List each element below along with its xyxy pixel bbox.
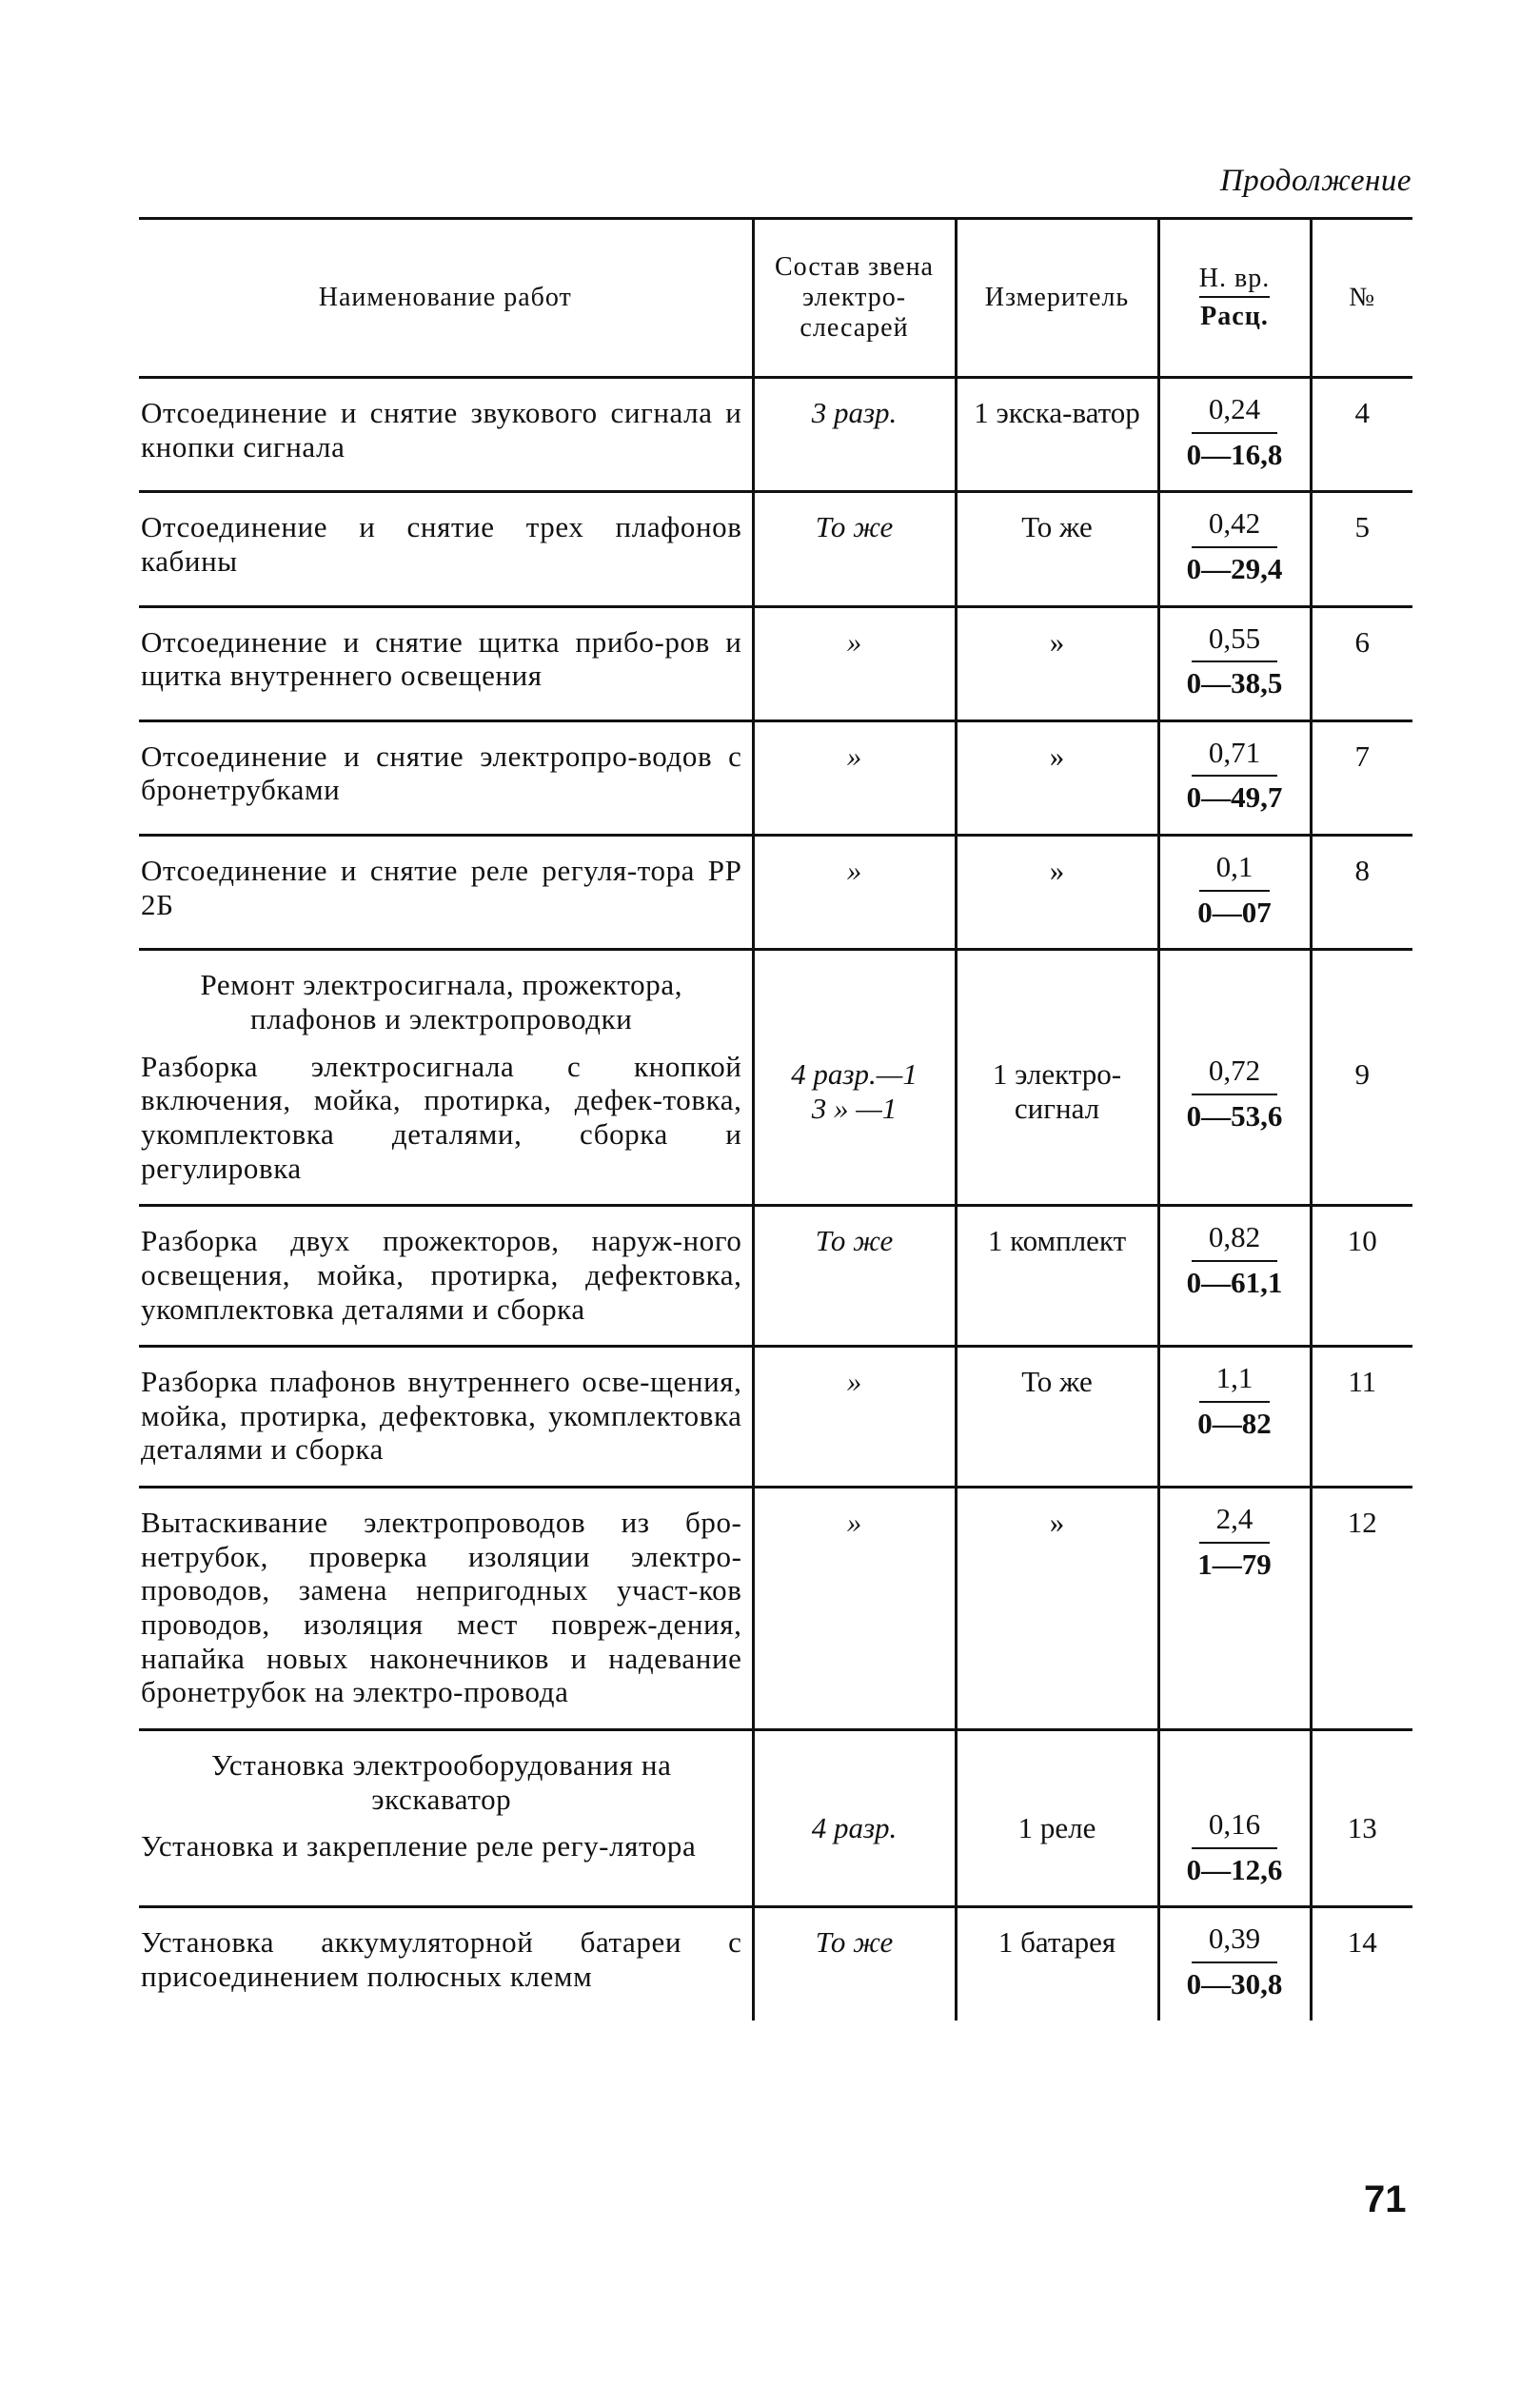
rate-price: 0—49,7 — [1186, 780, 1283, 815]
time-norm: 2,4 — [1199, 1502, 1271, 1544]
rate-price: 0—12,6 — [1186, 1852, 1283, 1886]
meter-cell: То же — [956, 1347, 1158, 1488]
rate-cell — [1158, 606, 1311, 720]
rate-cell — [1158, 378, 1311, 492]
crew-cell — [753, 1729, 956, 1906]
work-name: Отсоединение и снятие звукового сигнала и кнопки сигнала — [141, 396, 742, 463]
header-price: Расц. — [1200, 302, 1269, 331]
time-norm: 1,1 — [1199, 1361, 1271, 1403]
row-number: 8 — [1311, 836, 1412, 950]
work-name-cell — [139, 606, 753, 720]
header-name: Наименование работ — [139, 219, 753, 378]
time-norm: 0,72 — [1192, 1054, 1277, 1095]
time-norm: 0,82 — [1192, 1220, 1277, 1262]
work-name-cell — [139, 492, 753, 606]
rate-cell — [1158, 1488, 1311, 1730]
row-number: 5 — [1311, 492, 1412, 606]
crew-composition: 3 разр. — [811, 396, 898, 429]
table-row — [139, 1729, 1412, 1906]
crew-cell — [753, 720, 956, 835]
crew-cell — [753, 492, 956, 606]
row-number: 11 — [1311, 1347, 1412, 1488]
work-name-cell — [139, 950, 753, 1206]
rate-price: 0—53,6 — [1186, 1099, 1283, 1134]
meter-cell: » — [956, 836, 1158, 950]
meter-cell: 1 комплект — [956, 1206, 1158, 1347]
crew-composition: » — [846, 624, 862, 659]
rate-price: 0—38,5 — [1186, 666, 1283, 700]
rate-price: 0—30,8 — [1186, 1966, 1283, 2001]
time-norm: 0,1 — [1199, 850, 1271, 892]
table-row — [139, 1347, 1412, 1488]
work-name: Разборка плафонов внутреннего осве-щения, мойка, протирка, дефектовка, укомплектовка деталями и сборка — [141, 1365, 742, 1467]
table-header-row — [139, 219, 1412, 378]
meter-cell: » — [956, 720, 1158, 835]
meter-cell: То же — [956, 492, 1158, 606]
header-crew: Состав звена электро-слесарей — [753, 219, 956, 378]
rate-cell — [1158, 720, 1311, 835]
rate-price: 0—16,8 — [1186, 437, 1283, 471]
crew-cell — [753, 378, 956, 492]
crew-composition: » — [846, 854, 862, 888]
page-number: 71 — [1364, 2178, 1407, 2220]
row-number: 9 — [1311, 950, 1412, 1206]
crew-cell — [753, 836, 956, 950]
time-norm: 0,39 — [1192, 1922, 1277, 1963]
time-norm: 0,55 — [1192, 621, 1277, 663]
row-number: 10 — [1311, 1206, 1412, 1347]
crew-cell — [753, 950, 956, 1206]
work-name-cell — [139, 1488, 753, 1730]
work-name: Разборка электросигнала с кнопкой включения, мойка, протирка, дефек-товка, укомплектовка деталями, сборка и регулировка — [141, 1049, 742, 1185]
work-name: Разборка двух прожекторов, наруж-ного освещения, мойка, протирка, дефектовка, укомплектовка деталями и сборка — [141, 1224, 742, 1326]
crew-composition: То же — [815, 1224, 894, 1258]
rate-cell — [1158, 492, 1311, 606]
work-name-cell — [139, 1206, 753, 1347]
crew-composition: То же — [815, 510, 894, 544]
work-name-cell — [139, 1347, 753, 1488]
crew-composition: » — [846, 1506, 862, 1540]
header-num: № — [1311, 219, 1412, 378]
table-row — [139, 378, 1412, 492]
table-row — [139, 836, 1412, 950]
table-row — [139, 1907, 1412, 2021]
crew-cell — [753, 1347, 956, 1488]
table-row — [139, 1206, 1412, 1347]
table-row — [139, 1488, 1412, 1730]
section-heading: Ремонт электросигнала, прожектора, плафонов и электропроводки — [200, 968, 683, 1036]
rate-price: 1—79 — [1197, 1547, 1272, 1581]
work-name-cell — [139, 720, 753, 835]
crew-cell — [753, 1907, 956, 2021]
work-name-cell — [139, 1729, 753, 1906]
meter-cell: 1 батарея — [956, 1907, 1158, 2021]
rate-price: 0—82 — [1197, 1406, 1272, 1440]
table-row — [139, 720, 1412, 835]
work-norms-table — [139, 217, 1412, 2021]
work-name: Установка аккумуляторной батареи с присоединением полюсных клемм — [141, 1925, 742, 1993]
crew-cell — [753, 1488, 956, 1730]
row-number: 13 — [1311, 1729, 1412, 1906]
time-norm: 0,42 — [1192, 506, 1277, 548]
crew-composition: 4 разр.—1 — [791, 1057, 918, 1092]
meter-cell: » — [956, 1488, 1158, 1730]
crew-composition: 4 разр. — [811, 1810, 898, 1844]
work-name: Вытаскивание электропроводов из бро-нетрубок, проверка изоляции электро-проводов, замена непригодных участ-ков проводов, изоляция мест повреж-дения, напайка новых наконечников и надевание бронетрубок на электро-провода — [141, 1506, 742, 1709]
rate-price: 0—07 — [1197, 895, 1272, 929]
time-norm: 0,24 — [1192, 392, 1277, 434]
work-name: Отсоединение и снятие электропро-водов с бронетрубками — [141, 739, 742, 807]
meter-cell: 1 реле — [956, 1729, 1158, 1906]
time-norm: 0,16 — [1192, 1807, 1277, 1849]
rate-cell — [1158, 836, 1311, 950]
header-meter: Измеритель — [956, 219, 1158, 378]
work-name-cell — [139, 378, 753, 492]
meter-cell: 1 экска-ватор — [956, 378, 1158, 492]
work-name: Установка и закрепление реле регу-лятора — [141, 1829, 697, 1863]
rate-cell — [1158, 1206, 1311, 1347]
work-name: Отсоединение и снятие трех плафонов кабины — [141, 510, 742, 578]
rate-cell — [1158, 950, 1311, 1206]
table-row — [139, 492, 1412, 606]
continuation-label: Продолжение — [1219, 164, 1412, 198]
work-name-cell — [139, 836, 753, 950]
crew-cell — [753, 1206, 956, 1347]
row-number: 4 — [1311, 378, 1412, 492]
row-number: 14 — [1311, 1907, 1412, 2021]
rate-price: 0—29,4 — [1186, 551, 1283, 585]
table-row — [139, 606, 1412, 720]
rate-cell — [1158, 1729, 1311, 1906]
header-rate — [1158, 219, 1311, 378]
row-number: 12 — [1311, 1488, 1412, 1730]
meter-cell: » — [956, 606, 1158, 720]
crew-composition-2: 3 » —1 — [811, 1092, 898, 1126]
crew-cell — [753, 606, 956, 720]
rate-cell — [1158, 1907, 1311, 2021]
time-norm: 0,71 — [1192, 736, 1277, 778]
work-name: Отсоединение и снятие щитка прибо-ров и щитка внутреннего освещения — [141, 624, 742, 693]
work-name: Отсоединение и снятие реле регуля-тора РР 2Б — [141, 854, 742, 921]
crew-composition: » — [846, 1365, 862, 1399]
crew-composition: То же — [815, 1925, 894, 1960]
rate-cell — [1158, 1347, 1311, 1488]
rate-price: 0—61,1 — [1186, 1265, 1283, 1299]
table-row — [139, 950, 1412, 1206]
meter-cell: 1 электро-сигнал — [956, 950, 1158, 1206]
row-number: 6 — [1311, 606, 1412, 720]
crew-composition: » — [846, 739, 862, 773]
work-name-cell — [139, 1907, 753, 2021]
header-norm: Н. вр. — [1199, 264, 1270, 298]
section-heading: Установка электрооборудования на экскаватор — [211, 1747, 672, 1816]
row-number: 7 — [1311, 720, 1412, 835]
